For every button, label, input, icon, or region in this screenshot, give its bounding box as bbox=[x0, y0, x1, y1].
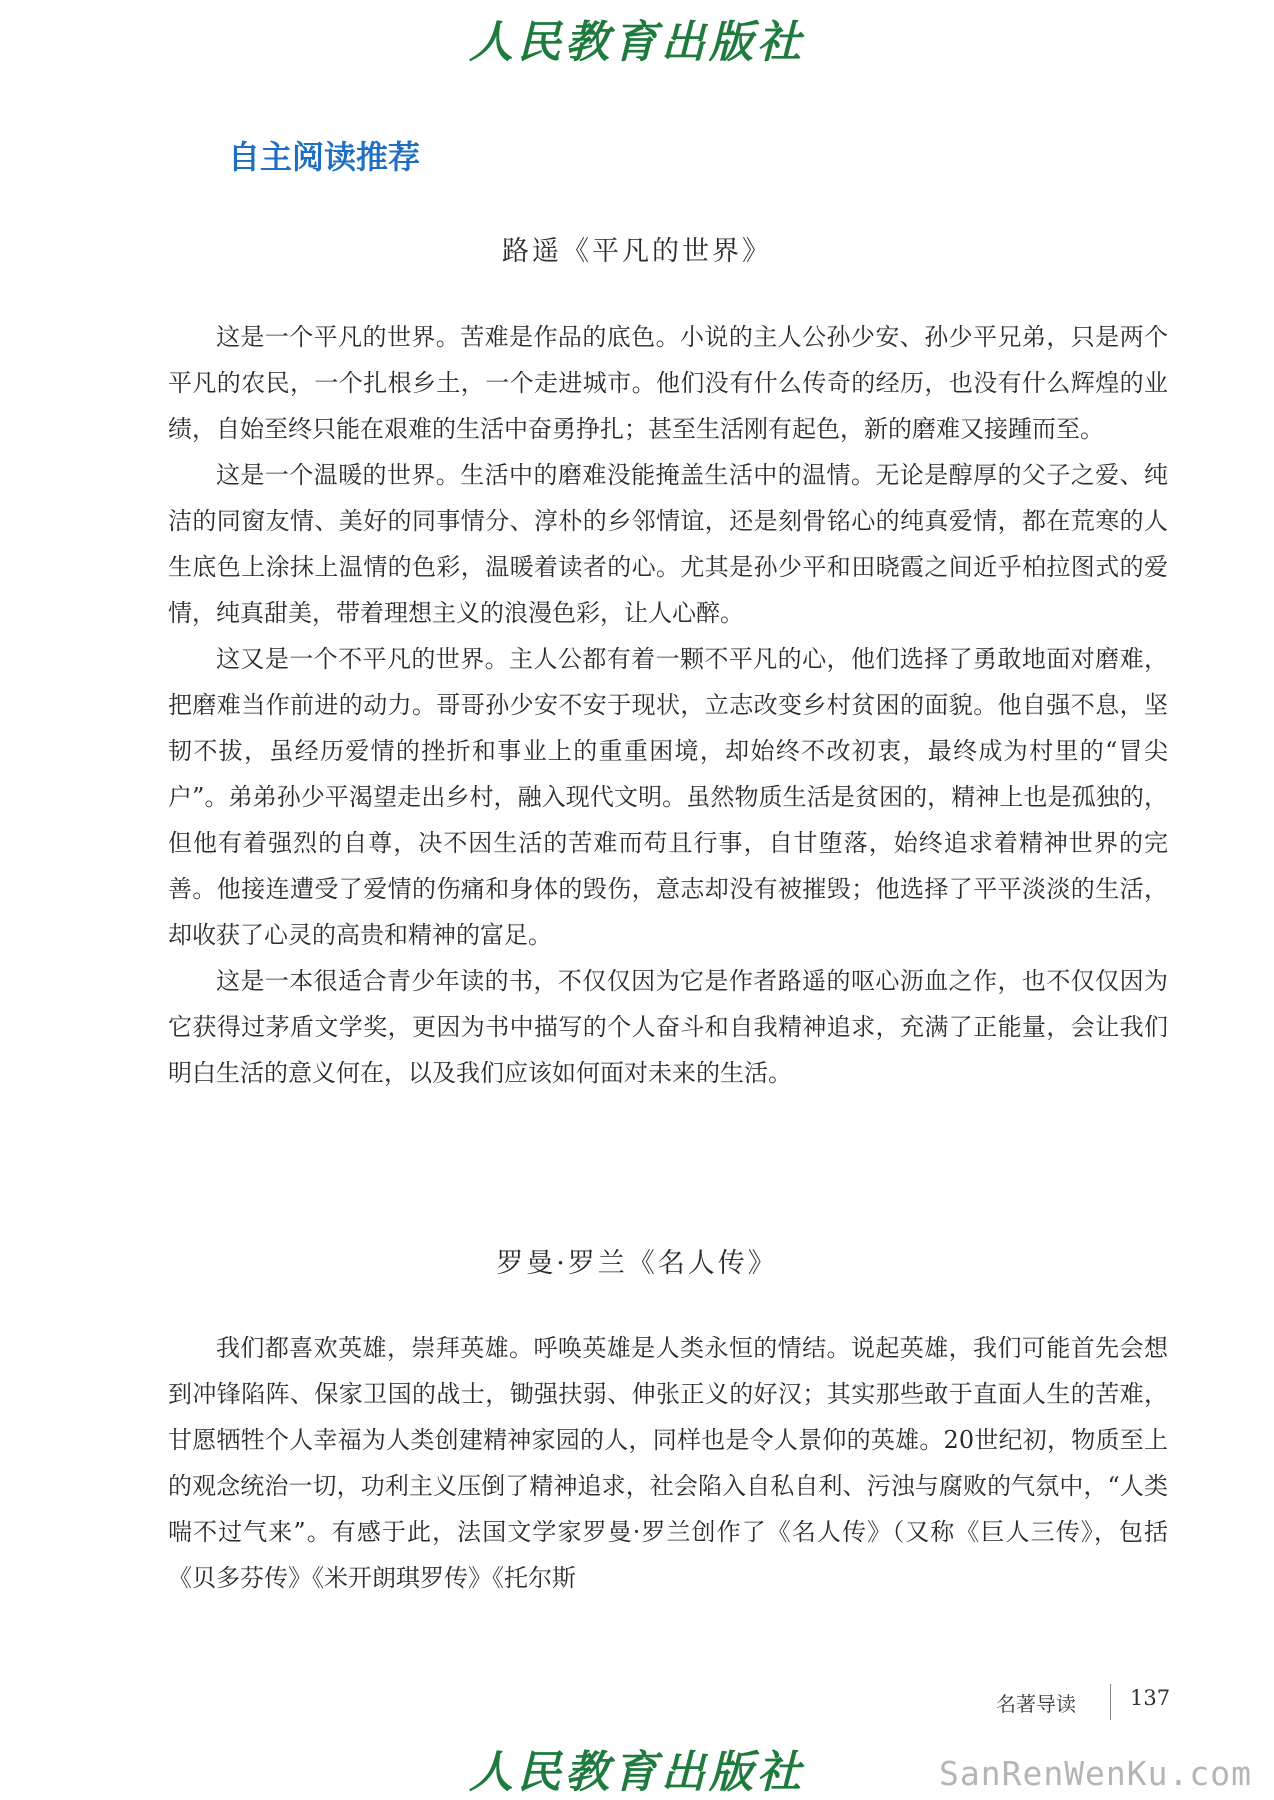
footer-divider bbox=[1110, 1684, 1111, 1720]
section-heading: 自主阅读推荐 bbox=[228, 138, 421, 176]
paragraph: 这是一个温暖的世界。生活中的磨难没能掩盖生活中的温情。无论是醇厚的父子之爱、纯洁的同窗友情、美好的同事情分、淳朴的乡邻情谊，还是刻骨铭心的纯真爱情，都在荒寒的人生底色上涂抹上温情的色彩，温暖着读者的心。尤其是孙少平和田晓霞之间近乎柏拉图式的爱情，纯真甜美，带着理想主义的浪漫色彩，让人心醉。 bbox=[168, 461, 1168, 627]
publisher-logo: 人民教育出版社 bbox=[469, 1747, 805, 1798]
publisher-logo: 人民教育出版社 bbox=[469, 17, 805, 68]
paragraph: 这又是一个不平凡的世界。主人公都有着一颗不平凡的心，他们选择了勇敢地面对磨难，把磨难当作前进的动力。哥哥孙少安不安于现状，立志改变乡村贫困的面貌。他自强不息，坚韧不拔，虽经历爱情的挫折和事业上的重重困境，却始终不改初衷，最终成为村里的“冒尖户”。弟弟孙少平渴望走出乡村，融入现代文明。虽然物质生活是贫困的，精神上也是孤独的，但他有着强烈的自尊，决不因生活的苦难而苟且行事，自甘堕落，始终追求着精神世界的完善。他接连遭受了爱情的伤痛和身体的毁伤，意志却没有被摧毁；他选择了平平淡淡的生活，却收获了心灵的高贵和精神的富足。 bbox=[168, 645, 1168, 949]
watermark: SanRenWenKu.com bbox=[938, 1754, 1252, 1793]
footer-section-label: 名著导读 bbox=[996, 1692, 1076, 1716]
book-title: 罗曼·罗兰《名人传》 bbox=[496, 1248, 778, 1279]
book-title: 路遥《平凡的世界》 bbox=[502, 236, 772, 267]
book-review-body bbox=[168, 314, 1168, 1096]
paragraph: 这是一个平凡的世界。苦难是作品的底色。小说的主人公孙少安、孙少平兄弟，只是两个平凡的农民，一个扎根乡土，一个走进城市。他们没有什么传奇的经历，也没有什么辉煌的业绩，自始至终只能在艰难的生活中奋勇挣扎；甚至生活刚有起色，新的磨难又接踵而至。 bbox=[168, 323, 1168, 443]
page-number: 137 bbox=[1130, 1686, 1171, 1710]
paragraph: 这是一本很适合青少年读的书，不仅仅因为它是作者路遥的呕心沥血之作，也不仅仅因为它获得过茅盾文学奖，更因为书中描写的个人奋斗和自我精神追求，充满了正能量，会让我们明白生活的意义何在，以及我们应该如何面对未来的生活。 bbox=[168, 967, 1168, 1087]
book-review-body bbox=[168, 1325, 1168, 1601]
paragraph: 我们都喜欢英雄，崇拜英雄。呼唤英雄是人类永恒的情结。说起英雄，我们可能首先会想到冲锋陷阵、保家卫国的战士，锄强扶弱、伸张正义的好汉；其实那些敢于直面人生的苦难，甘愿牺牲个人幸福为人类创建精神家园的人，同样也是令人景仰的英雄。20世纪初，物质至上的观念统治一切，功利主义压倒了精神追求，社会陷入自私自利、污浊与腐败的气氛中，“人类喘不过气来”。有感于此，法国文学家罗曼·罗兰创作了《名人传》（又称《巨人三传》，包括《贝多芬传》《米开朗琪罗传》《托尔斯 bbox=[168, 1334, 1168, 1592]
